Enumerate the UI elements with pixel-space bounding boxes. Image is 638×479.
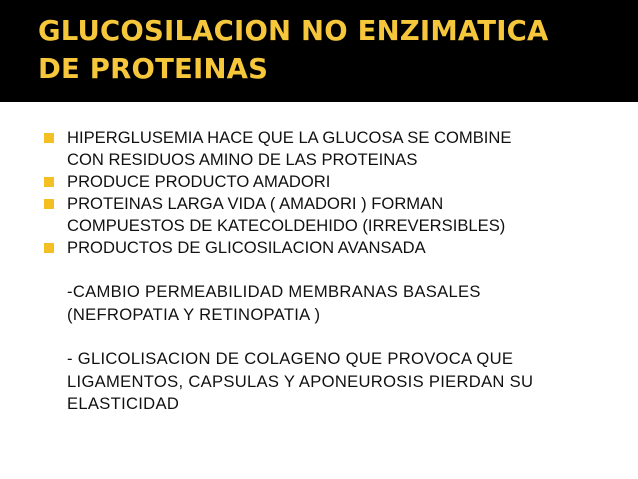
square-bullet-icon: [44, 133, 54, 143]
bullet-text-line: CON RESIDUOS AMINO DE LAS PROTEINAS: [67, 150, 418, 169]
spacer: [67, 326, 629, 348]
bullet-list: [44, 127, 629, 259]
sub-points: [44, 259, 629, 416]
bullet-text-line: COMPUESTOS DE KATECOLDEHIDO (IRREVERSIBLES): [67, 216, 506, 235]
sub-point-line: - GLICOLISACION DE COLAGENO QUE PROVOCA QUE: [67, 349, 514, 368]
slide-title-line-2: DE PROTEINAS: [38, 53, 269, 85]
bullet-item-hiperglusemia: [44, 127, 629, 171]
square-bullet-icon: [44, 199, 54, 209]
sub-point-line: (NEFROPATIA Y RETINOPATIA ): [67, 304, 321, 324]
sub-point-permeabilidad: [67, 281, 629, 326]
bullet-text-line: HIPERGLUSEMIA HACE QUE LA GLUCOSA SE COMBINE: [67, 128, 512, 147]
slide-title-line-1: GLUCOSILACION NO ENZIMATICA: [38, 15, 549, 47]
bullet-text-line: PRODUCE PRODUCTO AMADORI: [67, 172, 331, 191]
bullet-item-glicosilacion-avansada: [44, 237, 629, 259]
bullet-item-proteinas-larga-vida: [44, 193, 629, 237]
bullet-text-line: PRODUCTOS DE GLICOSILACION AVANSADA: [67, 238, 426, 257]
bullet-text-line: PROTEINAS LARGA VIDA ( AMADORI ) FORMAN: [67, 194, 444, 213]
square-bullet-icon: [44, 177, 54, 187]
square-bullet-icon: [44, 243, 54, 253]
slide-title: [38, 12, 628, 88]
title-bar: [0, 0, 638, 102]
spacer: [67, 259, 629, 281]
sub-point-line: LIGAMENTOS, CAPSULAS Y APONEUROSIS PIERDAN SU: [67, 371, 534, 391]
bullet-item-amadori: [44, 171, 629, 193]
sub-point-line: ELASTICIDAD: [67, 394, 180, 413]
slide-content: [44, 127, 629, 416]
sub-point-colageno: [67, 348, 629, 416]
sub-point-line: -CAMBIO PERMEABILIDAD MEMBRANAS BASALES: [67, 282, 481, 301]
